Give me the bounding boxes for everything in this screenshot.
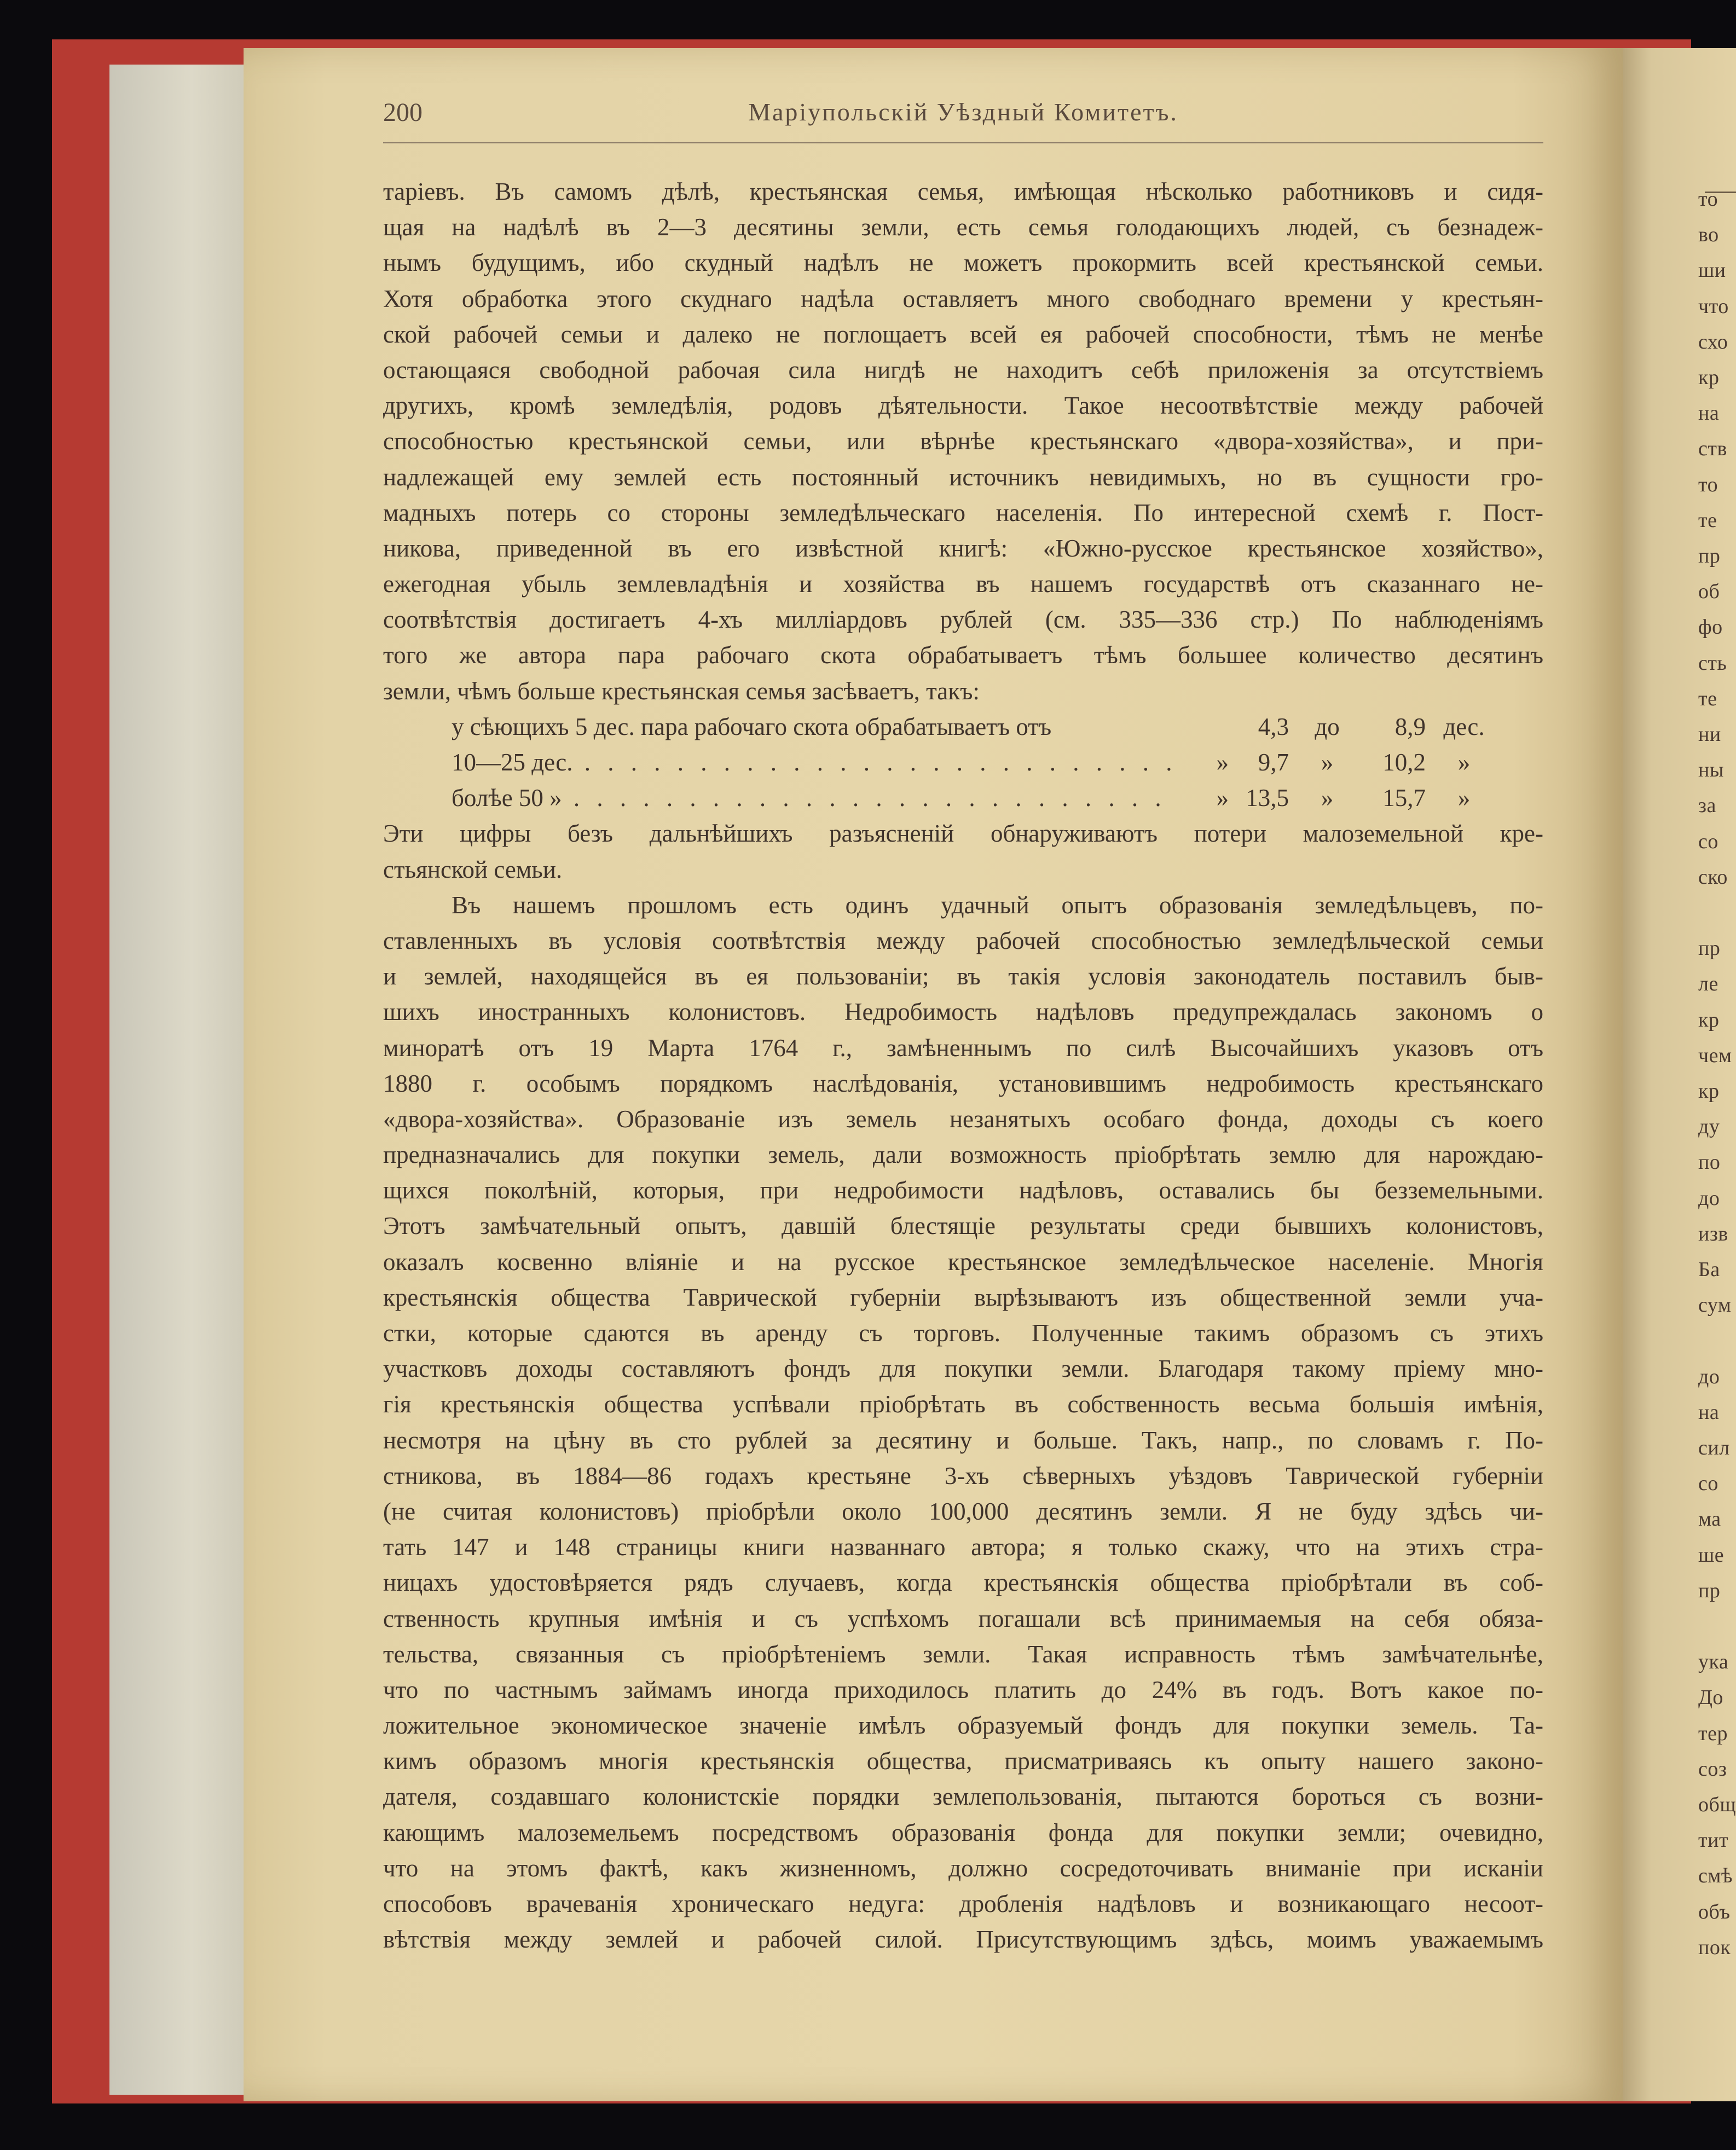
- text-line: кимъ образомъ многія крестьянскія общества, присматриваясь къ опыту нашего законо-: [383, 1747, 1543, 1775]
- table-row: [383, 709, 1543, 745]
- adjacent-page-word-fragment: ны: [1698, 758, 1724, 782]
- page-body-text: [383, 174, 1543, 1957]
- text-line: (не считая колонистовъ) пріобрѣли около 100,000 десятинъ земли. Я не буду здѣсь чи-: [383, 1497, 1543, 1525]
- text-line: соотвѣтствія достигаетъ 4-хъ милліардовъ рублей (см. 335—336 стр.) По наблюденіямъ: [383, 606, 1543, 634]
- text-line: того же автора пара рабочаго скота обрабатываетъ тѣмъ большее количество десятинъ: [383, 641, 1543, 669]
- adjacent-page-word-fragment: ни: [1698, 723, 1721, 746]
- adjacent-page-word-fragment: те: [1698, 687, 1717, 710]
- text-line: 1880 г. особымъ порядкомъ наслѣдованія, установившимъ недробимость крестьянскаго: [383, 1069, 1543, 1097]
- adjacent-page-word-fragment: ши: [1698, 259, 1726, 282]
- adjacent-page-word-fragment: тит: [1698, 1829, 1729, 1852]
- table-value-to: 15,7: [1382, 784, 1426, 812]
- table-row-label: [452, 780, 1229, 816]
- adjacent-page-word-fragment: ду: [1698, 1115, 1720, 1139]
- text-line: способовъ врачеванія хроническаго недуга: дробленія надѣловъ и возникающаго несоот-: [383, 1890, 1543, 1917]
- adjacent-page-word-fragment: кр: [1698, 1080, 1720, 1103]
- text-line: ложительное экономическое значеніе имѣлъ образуемый фондъ для покупки земель. Та-: [383, 1712, 1543, 1740]
- text-line: что на этомъ фактѣ, какъ жизненномъ, должно сосредоточивать вниманіе при исканіи: [383, 1854, 1543, 1882]
- table-leader-dots: . . . . . . . . . . . . . . . . . . . . . . . . . .: [562, 784, 1167, 812]
- text-line: гія крестьянскія общества успѣвали пріобрѣтать въ собственность весьма большія имѣнія,: [383, 1390, 1543, 1418]
- table-row: [383, 745, 1543, 780]
- text-line: «двора-хозяйства». Образованіе изъ земель незанятыхъ особаго фонда, доходы съ коего: [383, 1105, 1543, 1133]
- adjacent-page-word-fragment: Ба: [1698, 1258, 1720, 1281]
- adjacent-page-word-fragment: кр: [1698, 366, 1720, 389]
- adjacent-page-word-fragment: пр: [1698, 1579, 1721, 1602]
- adjacent-page-word-fragment: ско: [1698, 865, 1728, 889]
- text-line: крестьянскія общества Таврической губерніи вырѣзываютъ изъ общественной земли уча-: [383, 1283, 1543, 1311]
- table-unit: »: [1457, 784, 1471, 812]
- text-line: Этотъ замѣчательный опытъ, давшій блестящіе результаты среди бывшихъ колонистовъ,: [383, 1212, 1543, 1240]
- text-line: щихся поколѣній, которыя, при недробимости надѣловъ, оставались бы безземельными.: [383, 1177, 1543, 1204]
- adjacent-page-word-fragment: фо: [1698, 616, 1723, 639]
- text-line: стьянской семьи.: [383, 855, 563, 883]
- table-value-from: 4,3: [1258, 712, 1289, 740]
- text-line: ственность крупныя имѣнія и съ успѣхомъ погашали всѣ принимаемыя на себя обяза-: [383, 1604, 1543, 1632]
- adjacent-page-word-fragment: пок: [1698, 1935, 1731, 1959]
- text-line: тать 147 и 148 страницы книги названнаго автора; я только скажу, что на этихъ стра-: [383, 1533, 1543, 1561]
- adjacent-page-word-fragment: схо: [1698, 330, 1728, 353]
- text-line: дателя, создавшаго колонистскіе порядки землепользованія, пытаются бороться съ возни-: [383, 1783, 1543, 1811]
- text-line: стки, которые сдаются въ аренду съ торговъ. Полученные такимъ образомъ съ этихъ: [383, 1319, 1543, 1347]
- text-line: что по частнымъ займамъ иногда приходилось платить до 24% въ годъ. Вотъ какое по-: [383, 1676, 1543, 1703]
- text-line: оказалъ косвенно вліяніе и на русское крестьянское земледѣльческое населеніе. Многія: [383, 1248, 1543, 1276]
- adjacent-page-word-fragment: кр: [1698, 1008, 1720, 1031]
- adjacent-page-word-fragment: об: [1698, 580, 1720, 604]
- table-ditto-mark: »: [1216, 749, 1229, 776]
- text-line: нымъ будущимъ, ибо скудный надѣлъ не можетъ прокормить всей крестьянской семьи.: [383, 249, 1543, 277]
- adjacent-page-word-fragment: объ: [1698, 1900, 1731, 1923]
- table-value-to: 8,9: [1394, 712, 1426, 740]
- text-line: щая на надѣлѣ въ 2—3 десятины земли, есть семья голодающихъ людей, съ безнадеж-: [383, 213, 1543, 241]
- adjacent-page-word-fragment: то: [1698, 473, 1718, 496]
- text-line: ставленныхъ въ условія соотвѣтствія между рабочей способностью земледѣльческой семьи: [383, 926, 1543, 954]
- table-row-label: [452, 709, 1229, 745]
- table-label-text: 10—25 дес.: [452, 749, 573, 776]
- table-unit: »: [1457, 749, 1471, 776]
- adjacent-page-word-fragment: До: [1698, 1686, 1723, 1709]
- adjacent-page-word-fragment: пр: [1698, 544, 1721, 567]
- text-line: остающаяся свободной рабочая сила нигдѣ не находитъ себѣ приложенія за отсутствіемъ: [383, 356, 1543, 384]
- table-unit: дес.: [1443, 712, 1485, 740]
- adjacent-page-fragment: [1623, 48, 1736, 2101]
- text-line: таріевъ. Въ самомъ дѣлѣ, крестьянская семья, имѣющая нѣсколько работниковъ и сидя-: [383, 178, 1543, 205]
- text-line: другихъ, кромѣ земледѣлія, родовъ дѣятельности. Такое несоотвѣтствіе между рабочей: [383, 392, 1543, 420]
- adjacent-page-word-fragment: сум: [1698, 1294, 1732, 1317]
- adjacent-page-word-fragment: ука: [1698, 1650, 1729, 1674]
- table-row: [383, 780, 1543, 816]
- text-line: ежегодная убыль землевладѣнія и хозяйства въ нашемъ государствѣ отъ сказаннаго не-: [383, 570, 1543, 598]
- adjacent-page-word-fragment: до: [1698, 1365, 1720, 1388]
- running-title: Маріупольскій Уѣздный Комитетъ.: [748, 98, 1178, 126]
- adjacent-page-word-fragment: ле: [1698, 972, 1718, 996]
- table-separator: »: [1321, 749, 1334, 776]
- adjacent-page-word-fragment: во: [1698, 223, 1719, 247]
- text-line: и землей, находящейся въ ея пользованіи; въ такія условія законодатель поставилъ быв-: [383, 963, 1543, 990]
- adjacent-page-word-fragment: ше: [1698, 1543, 1725, 1567]
- adjacent-page-word-fragment: ств: [1698, 437, 1727, 461]
- adjacent-page-word-fragment: пр: [1698, 937, 1721, 960]
- text-line: ницахъ удостовѣряется рядъ случаевъ, когда крестьянскія общества пріобрѣтали въ соб-: [383, 1569, 1543, 1597]
- adjacent-page-word-fragment: чем: [1698, 1044, 1732, 1067]
- table-value-from: 9,7: [1258, 749, 1289, 776]
- text-line: Эти цифры безъ дальнѣйшихъ разъясненій обнаруживаютъ потери малоземельной кре-: [383, 820, 1543, 848]
- text-line: шихъ иностранныхъ колонистовъ. Недробимость надѣловъ предупреждалась закономъ о: [383, 998, 1543, 1026]
- text-line: ской рабочей семьи и далеко не поглощаетъ всей ея рабочей способности, тѣмъ не менѣе: [383, 320, 1543, 348]
- text-line: земли, чѣмъ больше крестьянская семья засѣваетъ, такъ:: [383, 677, 980, 705]
- text-line: несмотря на цѣну въ сто рублей за десятину и больше. Такъ, напр., по словамъ г. По-: [383, 1426, 1543, 1454]
- text-line: Хотя обработка этого скуднаго надѣла оставляетъ много свободнаго времени у крестьян-: [383, 285, 1543, 312]
- adjacent-page-word-fragment: общ: [1698, 1793, 1736, 1816]
- adjacent-page-word-fragment: то: [1698, 188, 1718, 211]
- text-line: стникова, въ 1884—86 годахъ крестьяне 3-хъ сѣверныхъ уѣздовъ Таврической губерніи: [383, 1462, 1543, 1490]
- adjacent-page-word-fragment: соз: [1698, 1757, 1727, 1781]
- text-line: минoратѣ отъ 19 Марта 1764 г., замѣненнымъ по силѣ Высочайшихъ указовъ отъ: [383, 1034, 1543, 1062]
- adjacent-page-word-fragment: со: [1698, 830, 1718, 853]
- adjacent-page-word-fragment: со: [1698, 1472, 1718, 1496]
- text-line: Въ нашемъ прошломъ есть одинъ удачный опытъ образованія земледѣльцевъ, по-: [452, 891, 1543, 919]
- text-line: кающимъ малоземельемъ посредствомъ образованія фонда для покупки земли; очевидно,: [383, 1818, 1543, 1846]
- adjacent-page-word-fragment: смѣ: [1698, 1864, 1733, 1888]
- adjacent-page-word-fragment: по: [1698, 1151, 1721, 1174]
- text-line: никова, приведенной въ его извѣстной книгѣ: «Южно-русское крестьянское хозяйство»,: [383, 534, 1543, 562]
- text-line: участковъ доходы составляютъ фондъ для покупки земли. Благодаря такому пріему мно-: [383, 1355, 1543, 1383]
- table-separator: до: [1315, 712, 1340, 740]
- adjacent-page-word-fragment: за: [1698, 794, 1716, 818]
- adjacent-page-word-fragment: тер: [1698, 1722, 1728, 1745]
- adjacent-page-word-fragment: ма: [1698, 1508, 1721, 1531]
- table-row-label: [452, 745, 1229, 780]
- table-label-text: у сѣющихъ 5 дес. пара рабочаго скота обрабатываетъ отъ: [452, 712, 1052, 740]
- adjacent-page-word-fragment: те: [1698, 508, 1717, 532]
- page-header: [383, 97, 1543, 136]
- text-line: тельства, связанныя съ пріобрѣтеніемъ земли. Такая исправность тѣмъ замѣчательнѣе,: [383, 1640, 1543, 1668]
- page-number: 200: [383, 98, 423, 127]
- adjacent-page-word-fragment: на: [1698, 1400, 1720, 1424]
- table-leader-dots: . . . . . . . . . . . . . . . . . . . . . . . . . .: [572, 749, 1178, 776]
- adjacent-page-word-fragment: сил: [1698, 1436, 1730, 1459]
- adjacent-page-word-fragment: что: [1698, 294, 1729, 318]
- table-separator: »: [1321, 784, 1334, 812]
- table-value-from: 13,5: [1246, 784, 1289, 812]
- book-page-edge: [109, 65, 246, 2095]
- adjacent-page-word-fragment: на: [1698, 402, 1720, 425]
- text-line: мадныхъ потерь со стороны земледѣльческаго населенія. По интересной схемѣ г. Пост-: [383, 499, 1543, 526]
- text-line: предназначались для покупки земель, дали возможность пріобрѣтать землю для нарождаю-: [383, 1141, 1543, 1169]
- text-line: вѣтствія между землей и рабочей силой. Присутствующимъ здѣсь, моимъ уважаемымъ: [383, 1926, 1543, 1954]
- text-line: способностью крестьянской семьи, или вѣрнѣе крестьянскаго «двора-хозяйства», и при-: [383, 427, 1543, 455]
- text-line: надлежащей ему землей есть постоянный источникъ невидимыхъ, но въ сущности гро-: [383, 463, 1543, 491]
- adjacent-page-word-fragment: сть: [1698, 651, 1727, 675]
- table-label-text: болѣе 50 »: [452, 784, 562, 812]
- table-value-to: 10,2: [1382, 749, 1426, 776]
- header-rule: [383, 142, 1543, 143]
- adjacent-page-word-fragment: до: [1698, 1186, 1720, 1210]
- table-ditto-mark: »: [1216, 784, 1229, 812]
- adjacent-page-word-fragment: изв: [1698, 1222, 1728, 1245]
